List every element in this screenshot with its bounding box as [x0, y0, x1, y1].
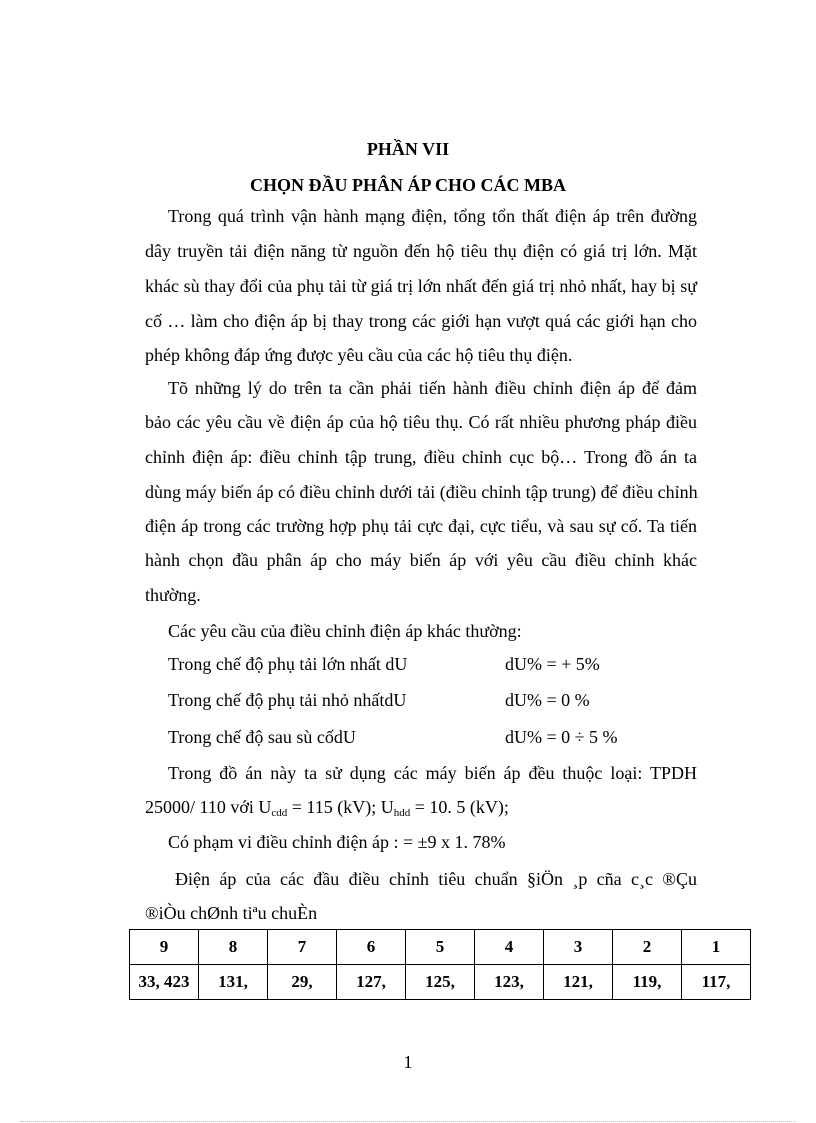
- paragraph-line: Tõ những lý do trên ta cần phải tiến hành điều chỉnh điện áp để đảm: [168, 378, 697, 398]
- table-header-cell: 5: [406, 930, 475, 965]
- requirement-label: Trong chế độ phụ tải nhỏ nhấtdU: [168, 690, 407, 710]
- requirement-label: Trong chế độ sau sù cốdU: [168, 727, 356, 747]
- requirement-value: dU% = + 5%: [505, 654, 600, 674]
- paragraph-line: cố … làm cho điện áp bị thay trong các giới hạn vượt quá các giới hạn cho: [145, 311, 697, 331]
- paragraph-line: phép không đáp ứng được yêu cầu của các hộ tiêu thụ điện.: [145, 345, 573, 365]
- table-cell: 123,: [475, 965, 544, 1000]
- requirement-value: dU% = 0 %: [505, 690, 590, 710]
- table-header-cell: 2: [613, 930, 682, 965]
- page-number: 1: [403, 1052, 413, 1072]
- part-heading: PHẦN VII: [366, 139, 450, 159]
- requirement-value: dU% = 0 ÷ 5 %: [505, 727, 618, 747]
- table-header-cell: 9: [130, 930, 199, 965]
- taps-intro-line: ®iÒu chØnh tiªu chuÈn: [145, 903, 318, 923]
- table-header-cell: 1: [682, 930, 751, 965]
- paragraph-line: thường.: [145, 585, 201, 605]
- table-header-cell: 6: [337, 930, 406, 965]
- transformer-type-line: Trong đồ án này ta sử dụng các máy biến áp đều thuộc loại: TPDH: [168, 763, 697, 783]
- taps-intro-line: Điện áp của các đầu điều chỉnh tiêu chuẩn §iÖn ¸p cña c¸c ®Çu: [175, 869, 697, 889]
- table-cell: 131,: [199, 965, 268, 1000]
- table-header-cell: 4: [475, 930, 544, 965]
- page-bottom-divider: [20, 1121, 796, 1122]
- table-cell: 117,: [682, 965, 751, 1000]
- paragraph-line: điện áp trong các trường hợp phụ tải cực đại, cực tiểu, và sau sự cố. Ta tiến: [145, 516, 697, 536]
- rating-subscript: cdd: [271, 807, 288, 819]
- transformer-rating-line: [145, 797, 509, 819]
- table-cell: 127,: [337, 965, 406, 1000]
- paragraph-line: Trong quá trình vận hành mạng điện, tổng tổn thất điện áp trên đường: [168, 206, 697, 226]
- regulation-range-line: Có phạm vi điều chỉnh điện áp : = ±9 x 1. 78%: [168, 832, 506, 852]
- paragraph-line: dây truyền tải điện năng từ nguồn đến hộ tiêu thụ điện có giá trị lớn. Mặt: [145, 241, 697, 261]
- table-cell: 125,: [406, 965, 475, 1000]
- paragraph-line: chỉnh điện áp: điều chỉnh tập trung, điều chỉnh cục bộ… Trong đồ án ta: [145, 447, 697, 467]
- table-row: [130, 965, 751, 1000]
- requirement-label: Trong chế độ phụ tải lớn nhất dU: [168, 654, 408, 674]
- rating-subscript: hdd: [393, 807, 411, 819]
- table-header-cell: 3: [544, 930, 613, 965]
- paragraph-line: khác sù thay đổi của phụ tải từ giá trị lớn nhất đến giá trị nhỏ nhất, hay bị sự: [145, 276, 697, 296]
- paragraph-line: bảo các yêu cầu về điện áp của hộ tiêu thụ. Có rất nhiều phương pháp điều: [145, 412, 697, 432]
- section-title: CHỌN ĐẦU PHÂN ÁP CHO CÁC MBA: [250, 175, 566, 195]
- rating-text: 25000/ 110 với U: [145, 797, 272, 817]
- table-header-cell: 7: [268, 930, 337, 965]
- rating-text: = 115 (kV); U: [287, 797, 394, 817]
- table-cell: 33, 423: [130, 965, 199, 1000]
- paragraph-line: dùng máy biến áp có điều chỉnh dưới tải (điều chỉnh tập trung) để điều chỉnh: [145, 482, 698, 502]
- table-header-row: [130, 930, 751, 965]
- rating-text: = 10. 5 (kV);: [410, 797, 509, 817]
- table-cell: 119,: [613, 965, 682, 1000]
- table-header-cell: 8: [199, 930, 268, 965]
- table-cell: 29,: [268, 965, 337, 1000]
- table-cell: 121,: [544, 965, 613, 1000]
- tap-voltage-table: [129, 929, 751, 1000]
- requirements-intro: Các yêu cầu của điều chỉnh điện áp khác thường:: [168, 621, 522, 641]
- paragraph-line: hành chọn đầu phân áp cho máy biến áp với yêu cầu điều chỉnh khác: [145, 550, 697, 570]
